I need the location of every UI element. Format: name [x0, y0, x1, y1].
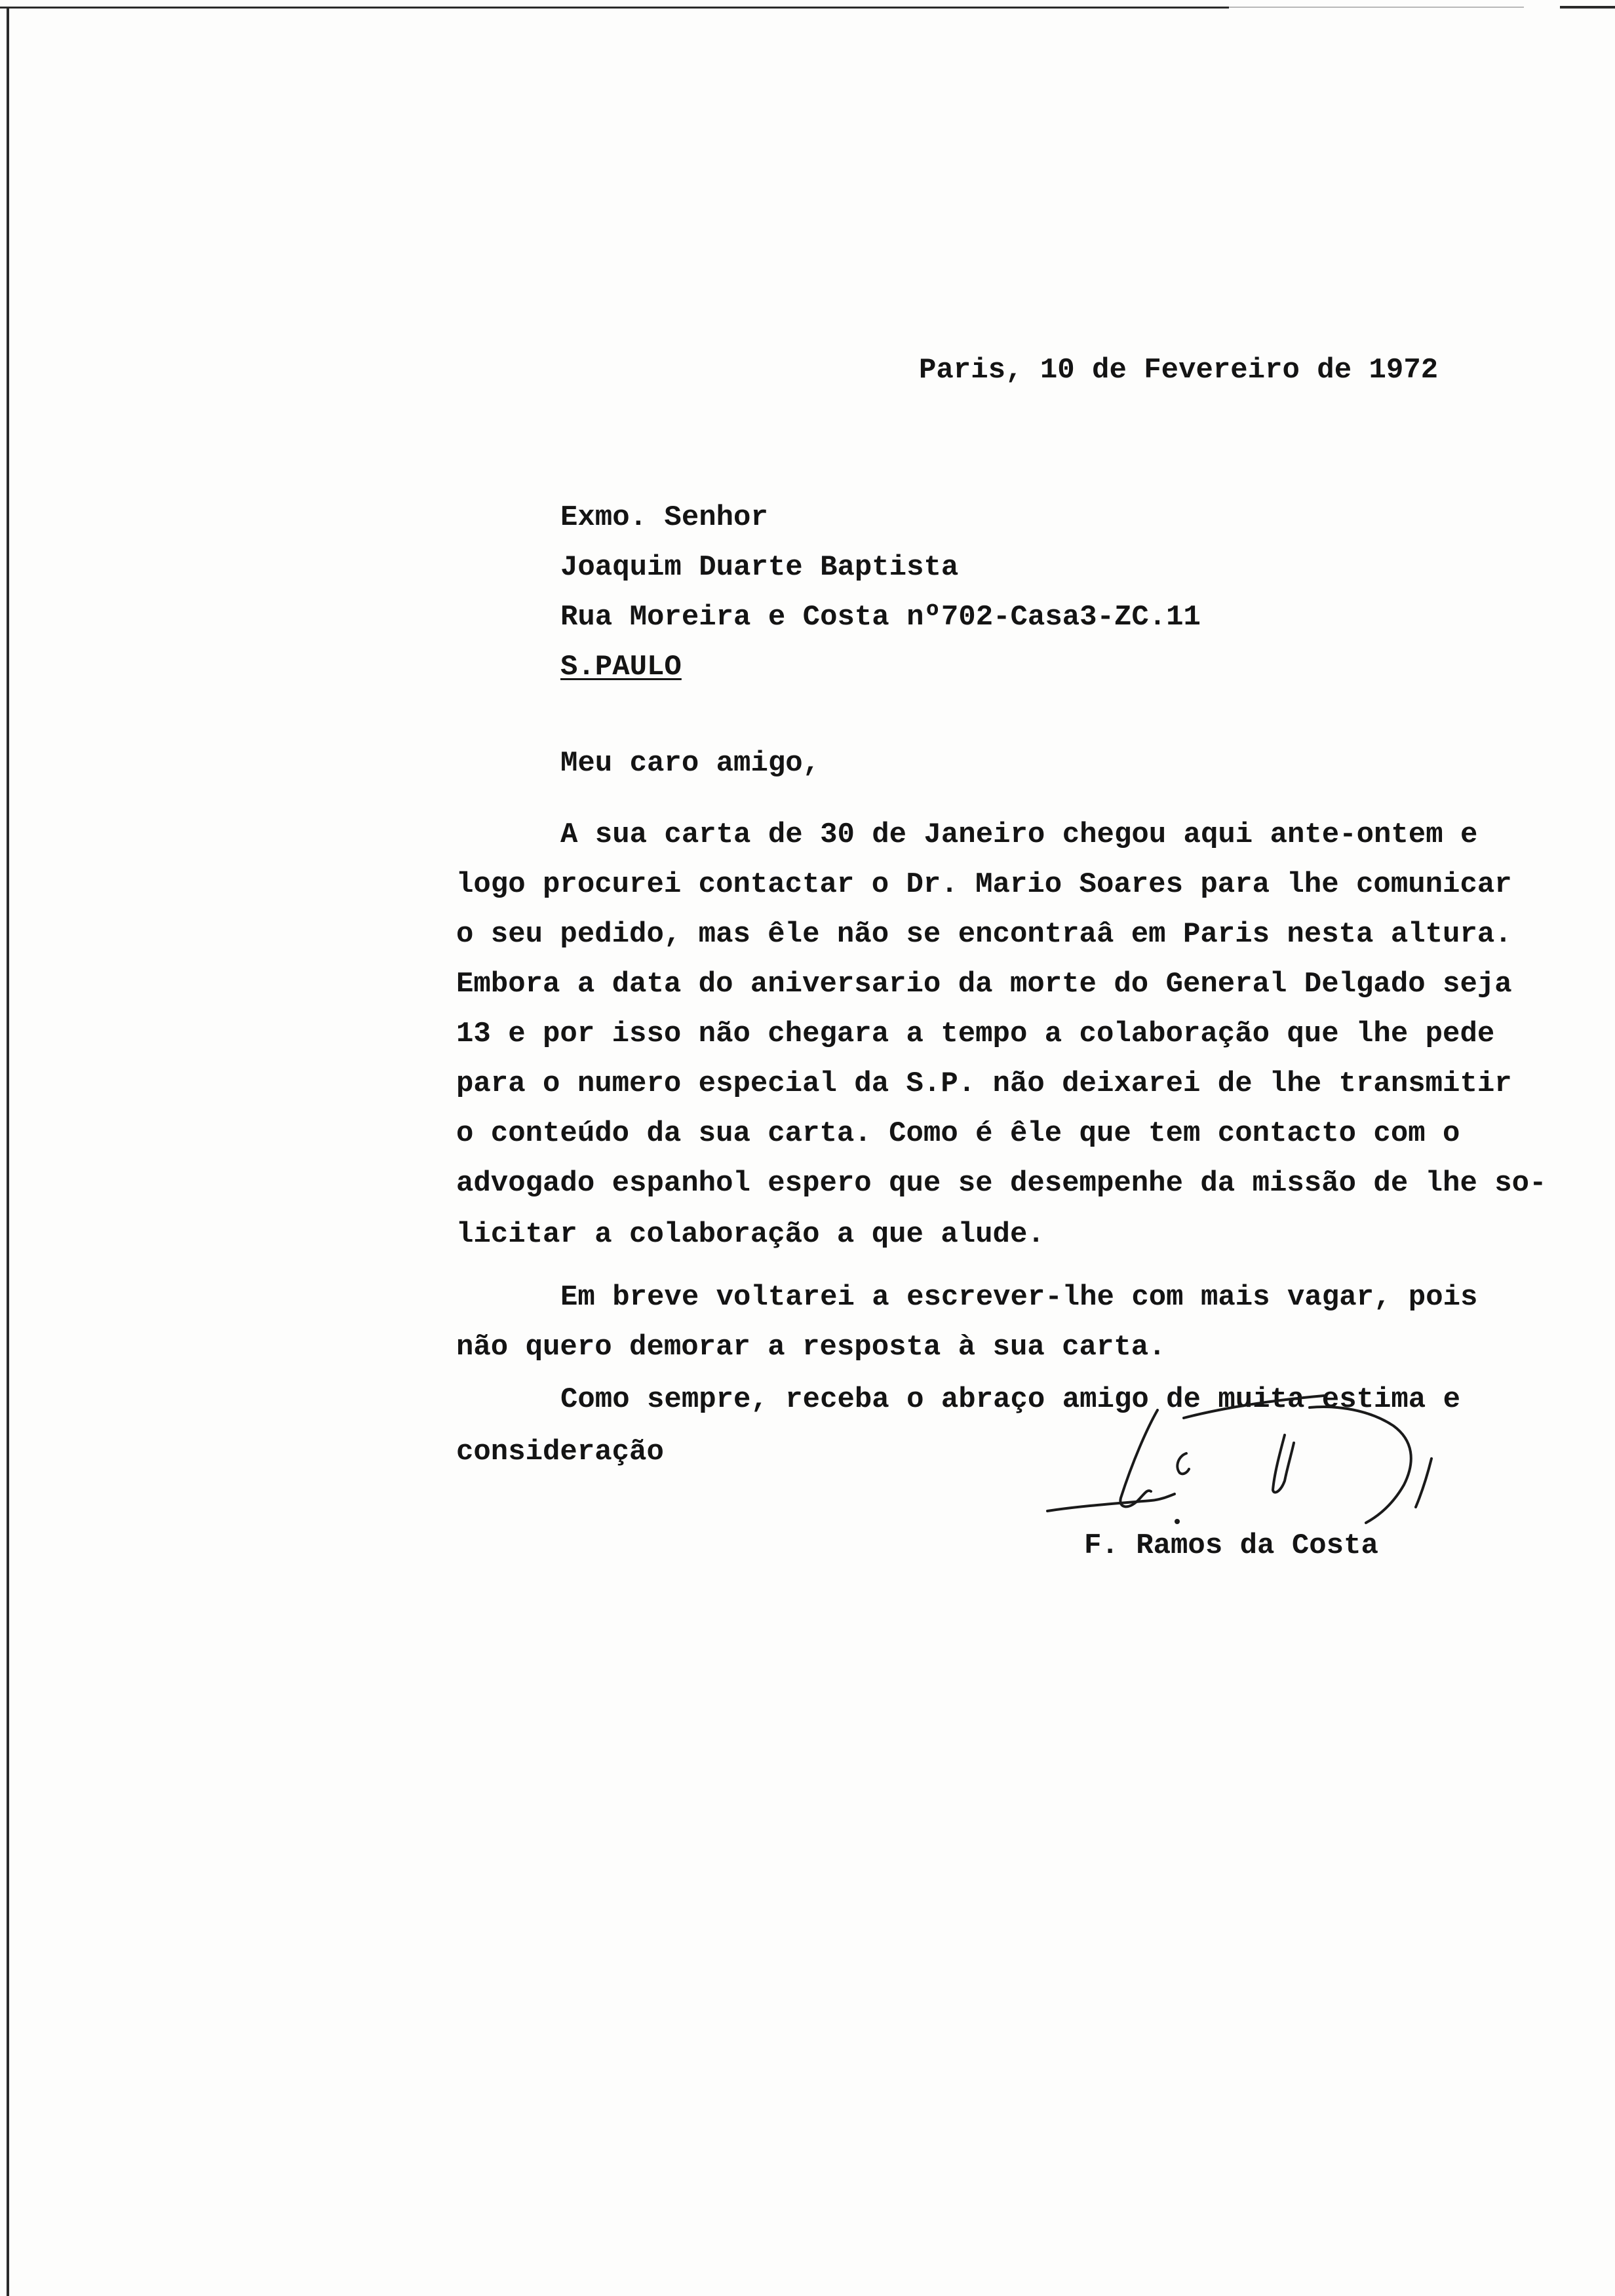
recipient-street: Rua Moreira e Costa nº702-Casa3-ZC.11 [560, 601, 1201, 634]
recipient-city: S.PAULO [560, 651, 682, 683]
signature-stroke [1184, 1396, 1324, 1418]
closing-line: Em breve voltarei a escrever-lhe com mais vagar, pois [560, 1281, 1478, 1314]
scan-edge-left [7, 7, 9, 2296]
signature-stroke [1047, 1494, 1175, 1511]
closing-line: Como sempre, receba o abraço amigo de muita estima e [560, 1383, 1461, 1416]
signature-stroke [1273, 1435, 1294, 1493]
body-line: advogado espanhol espero que se desempenhe da missão de lhe so- [456, 1167, 1547, 1200]
signature-stroke [1310, 1407, 1411, 1523]
signatory-name: F. Ramos da Costa [1084, 1529, 1378, 1562]
signature-stroke [1120, 1410, 1158, 1506]
scan-edge-top-faint [1229, 7, 1524, 8]
signature-stroke [1177, 1453, 1189, 1474]
signature-stroke [1416, 1459, 1431, 1507]
body-line: o conteúdo da sua carta. Como é êle que tem contacto com o [456, 1117, 1460, 1150]
body-line: 13 e por isso não chegara a tempo a colaboração que lhe pede [456, 1018, 1495, 1050]
body-line: para o numero especial da S.P. não deixarei de lhe transmitir [456, 1067, 1512, 1100]
body-line: A sua carta de 30 de Janeiro chegou aqui ante-ontem e [560, 818, 1478, 851]
body-line: Embora a data do aniversario da morte do General Delgado seja [456, 968, 1512, 1001]
body-line: logo procurei contactar o Dr. Mario Soares para lhe comunicar [456, 868, 1512, 901]
greeting: Meu caro amigo, [560, 747, 821, 780]
closing-line: não quero demorar a resposta à sua carta. [456, 1331, 1166, 1364]
recipient-name: Joaquim Duarte Baptista [560, 551, 959, 584]
closing-line: consideração [456, 1436, 664, 1468]
scan-edge-top [0, 7, 1229, 9]
body-line: o seu pedido, mas êle não se encontraâ em Paris nesta altura. [456, 918, 1512, 951]
body-line: licitar a colaboração a que alude. [456, 1218, 1045, 1251]
date-line: Paris, 10 de Fevereiro de 1972 [919, 354, 1439, 387]
scan-edge-top-right [1560, 6, 1615, 9]
recipient-title: Exmo. Senhor [560, 501, 768, 534]
